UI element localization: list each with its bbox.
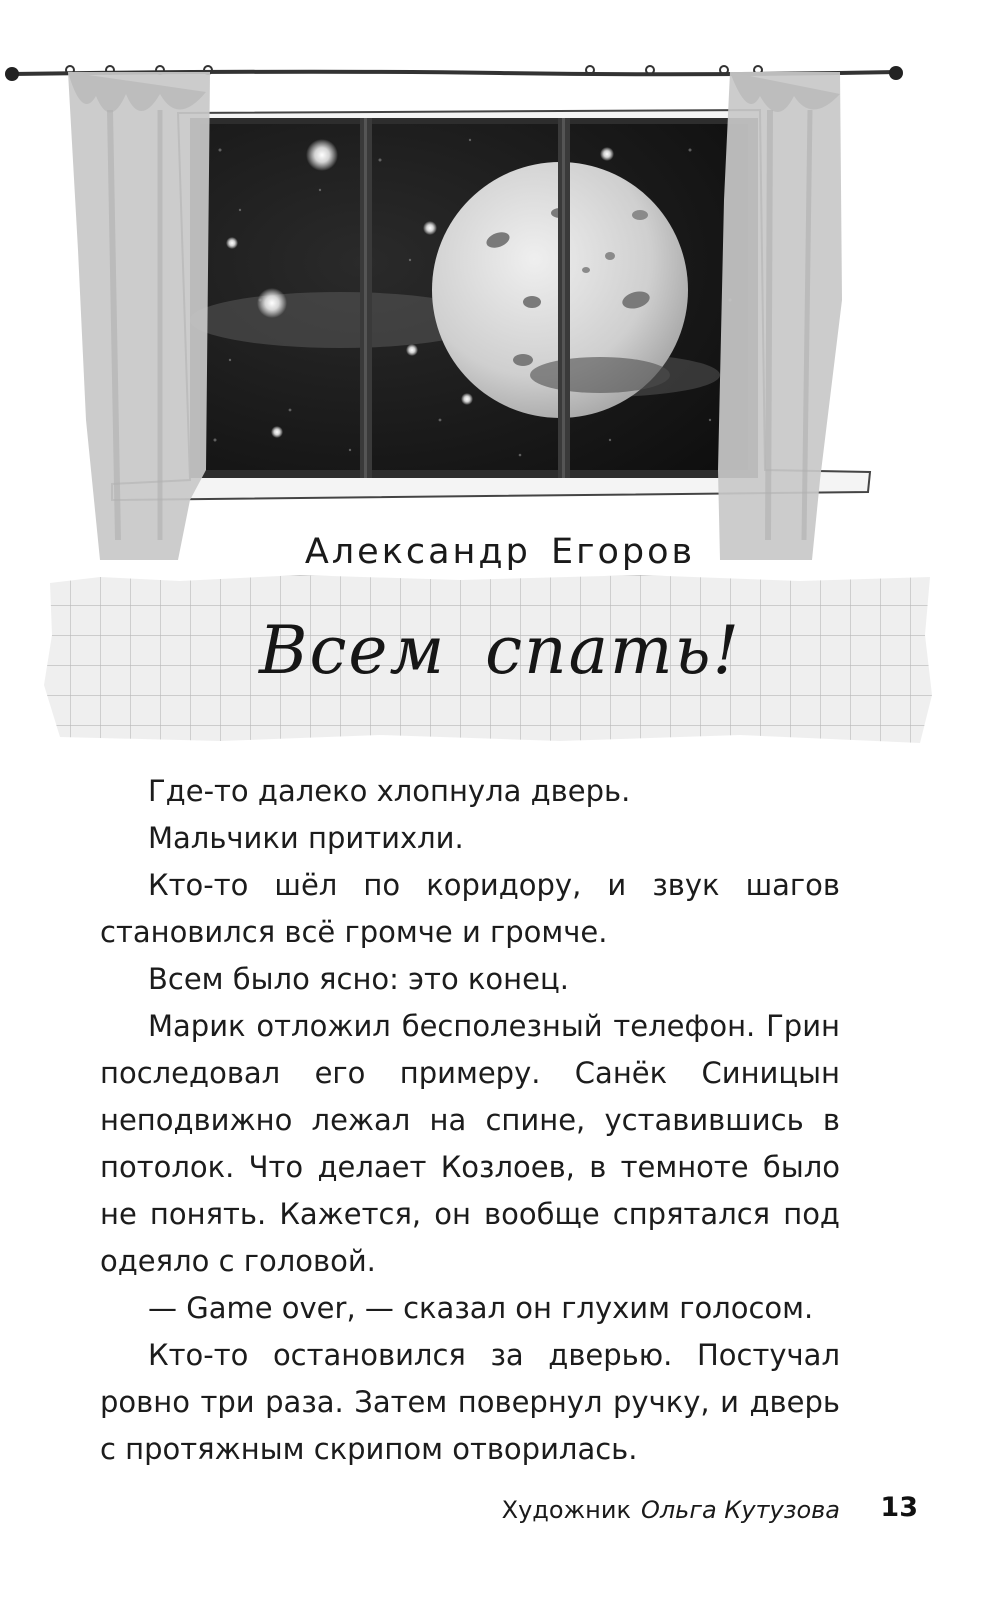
curtain-left-icon — [68, 72, 210, 560]
author-name: Александр Егоров — [304, 532, 696, 572]
window-illustration — [0, 0, 1000, 600]
paragraph: Всем было ясно: это конец. — [148, 962, 569, 996]
paragraph: Кто-то остановился за дверью. Постучал ровно три раза. Затем повернул ручку, и дверь с протяжным скрипом отворилась. — [100, 1338, 840, 1466]
paragraph: Мальчики притихли. — [148, 821, 464, 855]
paragraph: Где-то далеко хлопнула дверь. — [148, 774, 631, 808]
artist-name: Ольга Кутузова — [640, 1496, 840, 1524]
illustrator-credit — [502, 1496, 840, 1524]
credit-label: Художник — [501, 1496, 631, 1524]
page-number: 13 — [880, 1492, 918, 1523]
paragraph: — Game over, — сказал он глухим голосом. — [148, 1291, 814, 1325]
story-title: Всем спать! — [258, 612, 742, 689]
paragraph: Кто-то шёл по коридору, и звук шагов становился всё громче и громче. — [100, 868, 840, 949]
story-text — [100, 768, 840, 1473]
paragraph: Марик отложил бесполезный телефон. Грин последовал его примеру. Санёк Синицын неподвижно лежал на спине, уставившись в потолок. Что делает Козлоев, в темноте было не понять. Кажется, он вообще спрятался под одеяло с головой. — [100, 1009, 840, 1278]
